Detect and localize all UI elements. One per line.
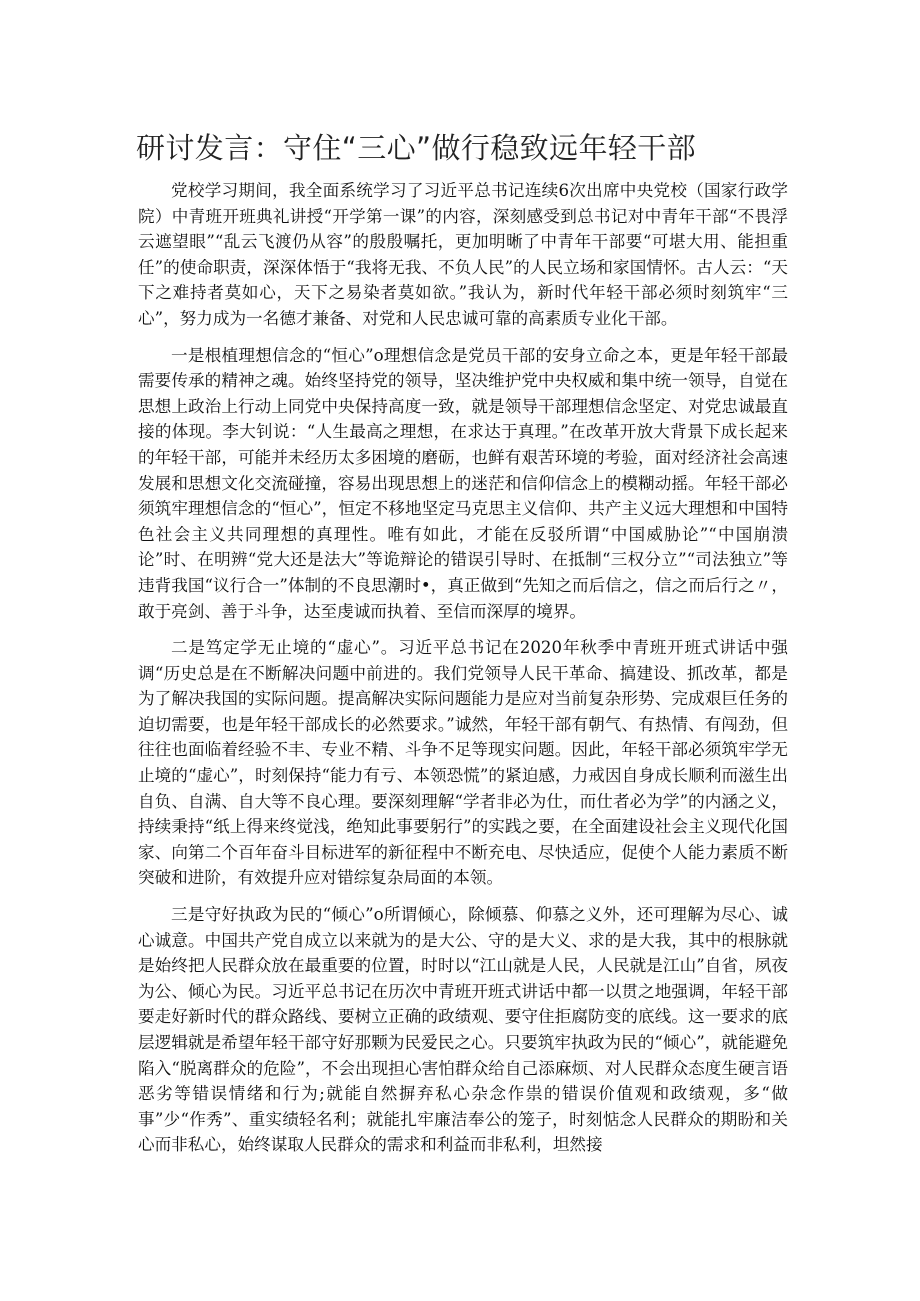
paragraph-humility: 二是笃定学无止境的“虚心”。习近平总书记在2020年秋季中青班开班式讲话中强调“历史总是在不断解决问题中前进的。我们党领导人民干革命、搞建设、抓改革，都是为了解决我国的实际问题。提高解决实际问题能力是应对当前复杂形势、完成艰巨任务的迫切需要，也是年轻干部成长的必然要求。”诚然，年轻干部有朝气、有热情、有闯劲，但往往也面临着经验不丰、专业不精、斗争不足等现实问题。因此，年轻干部必须筑牢学无止境的“虚心”，时刻保持“能力有亏、本领恐慌”的紧迫感，力戒因自身成长顺利而滋生出自负、自满、自大等不良心理。要深刻理解“学者非必为仕，而仕者必为学”的内涵之义，持续秉持“纸上得来终觉浅，绝知此事要躬行”的实践之要，在全面建设社会主义现代化国家、向第二个百年奋斗目标进军的新征程中不断充电、尽快适应，促使个人能力素质不断突破和进阶，有效提升应对错综复杂局面的本领。: [138, 638, 788, 888]
paragraph-intro: 党校学习期间，我全面系统学习了习近平总书记连续6次出席中央党校（国家行政学院）中青班开班典礼讲授“开学第一课”的内容，深刻感受到总书记对中青年干部“不畏浮云遮望眼”“乱云飞渡仍从容”的殷殷嘱托，更加明晰了中青年干部要“可堪大用、能担重任”的使命职责，深深体悟于“我将无我、不负人民”的人民立场和家国情怀。古人云：“天下之难持者莫如心，天下之易染者莫如欲。”我认为，新时代年轻干部必须时刻筑牢“三心”，努力成为一名德才兼备、对党和人民忠诚可靠的高素质专业化干部。: [138, 181, 788, 328]
paragraph-constancy: 一是根植理想信念的“恒心”o理想信念是党员干部的安身立命之本，更是年轻干部最需要传承的精神之魂。始终坚持党的领导，坚决维护党中央权威和集中统一领导，自觉在思想上政治上行动上同党中央保持高度一致，就是领导干部理想信念坚定、对党忠诚最直接的体现。李大钊说：“人生最高之理想，在求达于真理。”在改革开放大背景下成长起来的年轻干部，可能并未经历太多困境的磨砺，也鲜有艰苦环境的考验，面对经济社会高速发展和思想文化交流碰撞，容易出现思想上的迷茫和信仰信念上的模糊动摇。年轻干部必须筑牢理想信念的“恒心”，恒定不移地坚定马克思主义信仰、共产主义远大理想和中国特色社会主义共同理想的真理性。唯有如此，才能在反驳所谓“中国威胁论”“中国崩溃论”时、在明辨“党大还是法大”等诡辩论的错误引导时、在抵制“三权分立”“司法独立”等违背我国“议行合一”体制的不良思潮时•，真正做到“先知之而后信之，信之而后行之〃，敢于亮剑、善于斗争，达至虔诚而执着、至信而深厚的境界。: [138, 345, 788, 621]
document-title: 研讨发言：守住“三心”做行稳致远年轻干部: [136, 131, 697, 165]
document-body: [138, 178, 788, 1169]
paragraph-devotion: 三是守好执政为民的“倾心”o所谓倾心，除倾慕、仰慕之义外，还可理解为尽心、诚心诚意。中国共产党自成立以来就为的是大公、守的是大义、求的是大我，其中的根脉就是始终把人民群众放在最重要的位置，时时以“江山就是人民，人民就是江山”自省，夙夜为公、倾心为民。习近平总书记在历次中青班开班式讲话中都一以贯之地强调，年轻干部要走好新时代的群众路线、要树立正确的政绩观、要守住拒腐防变的底线。这一要求的底层逻辑就是希望年轻干部守好那颗为民爱民之心。只要筑牢执政为民的“倾心”，就能避免陷入“脱离群众的危险”，不会出现担心害怕群众给自己添麻烦、对人民群众态度生硬言语恶劣等错误情绪和行为;就能自然摒弃私心杂念作祟的错误价值观和政绩观，多“做事”少“作秀”、重实绩轻名利；就能扎牢廉洁奉公的笼子，时刻惦念人民群众的期盼和关心而非私心，始终谋取人民群众的需求和利益而非私利，坦然接: [138, 905, 788, 1155]
